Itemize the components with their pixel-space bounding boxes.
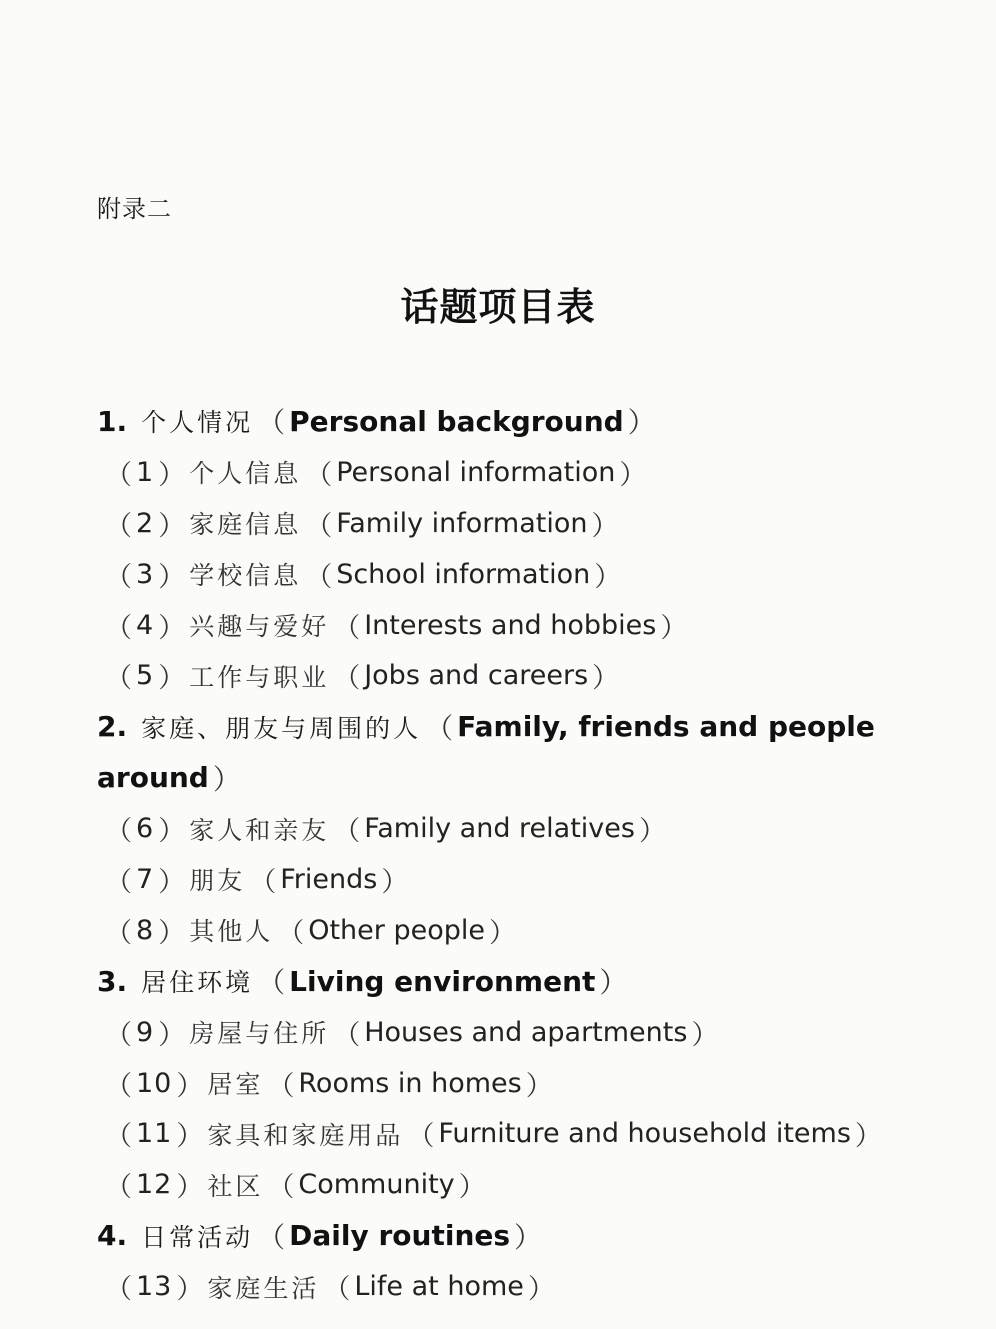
section-title-en-continued: around bbox=[97, 761, 209, 795]
section-title-en: Living environment bbox=[289, 964, 596, 998]
list-item: （ 10 ） 居室 （ Rooms in homes ） bbox=[105, 1067, 553, 1102]
list-item: （ 7 ） 朋友 （ Friends ） bbox=[105, 863, 409, 898]
list-item: （ 4 ） 兴趣与爱好 （ Interests and hobbies ） bbox=[105, 609, 688, 644]
list-item: （ 8 ） 其他人 （ Other people ） bbox=[105, 914, 516, 949]
section-title-en: Family, friends and people bbox=[457, 710, 875, 744]
section-title-cn: 家庭、朋友与周围的人 bbox=[141, 713, 422, 743]
list-item: （ 13 ） 家庭生活 （ Life at home ） bbox=[105, 1271, 555, 1306]
section-number: 3. bbox=[97, 964, 128, 998]
section-number: 2. bbox=[97, 710, 128, 744]
section-heading-1: 1. 个人情况 （ Personal background ） bbox=[97, 404, 656, 440]
list-item: （ 2 ） 家庭信息 （ Family information ） bbox=[105, 507, 619, 542]
list-item: （ 5 ） 工作与职业 （ Jobs and careers ） bbox=[105, 660, 620, 695]
section-number: 4. bbox=[97, 1219, 128, 1253]
list-item: （ 6 ） 家人和亲友 （ Family and relatives ） bbox=[105, 813, 666, 848]
list-item: （ 11 ） 家具和家庭用品 （ Furniture and household items ） bbox=[105, 1118, 882, 1153]
section-number: 1. bbox=[97, 404, 128, 438]
list-item: （ 1 ） 个人信息 （ Personal information ） bbox=[105, 456, 647, 491]
section-heading-3: 3. 居住环境 （ Living environment ） bbox=[97, 964, 628, 1000]
section-title-cn: 个人情况 bbox=[141, 408, 254, 438]
list-item: （ 9 ） 房屋与住所 （ Houses and apartments ） bbox=[105, 1016, 719, 1051]
section-title-en: Daily routines bbox=[289, 1219, 511, 1253]
page-title: 话题项目表 bbox=[400, 284, 596, 329]
section-heading-2: 2. 家庭、朋友与周围的人 （ Family, friends and people bbox=[97, 710, 875, 745]
section-heading-4: 4. 日常活动 （ Daily routines ） bbox=[97, 1219, 543, 1254]
section-title-cn: 日常活动 bbox=[141, 1222, 254, 1252]
section-title-cn: 居住环境 bbox=[141, 968, 254, 998]
list-item: （ 3 ） 学校信息 （ School information ） bbox=[105, 558, 622, 593]
appendix-label: 附录二 bbox=[97, 195, 172, 223]
topic-list bbox=[97, 396, 917, 1312]
section-heading-2-continued: around ） bbox=[97, 761, 241, 796]
section-title-en: Personal background bbox=[289, 404, 624, 438]
list-item: （ 12 ） 社区 （ Community ） bbox=[105, 1169, 486, 1204]
